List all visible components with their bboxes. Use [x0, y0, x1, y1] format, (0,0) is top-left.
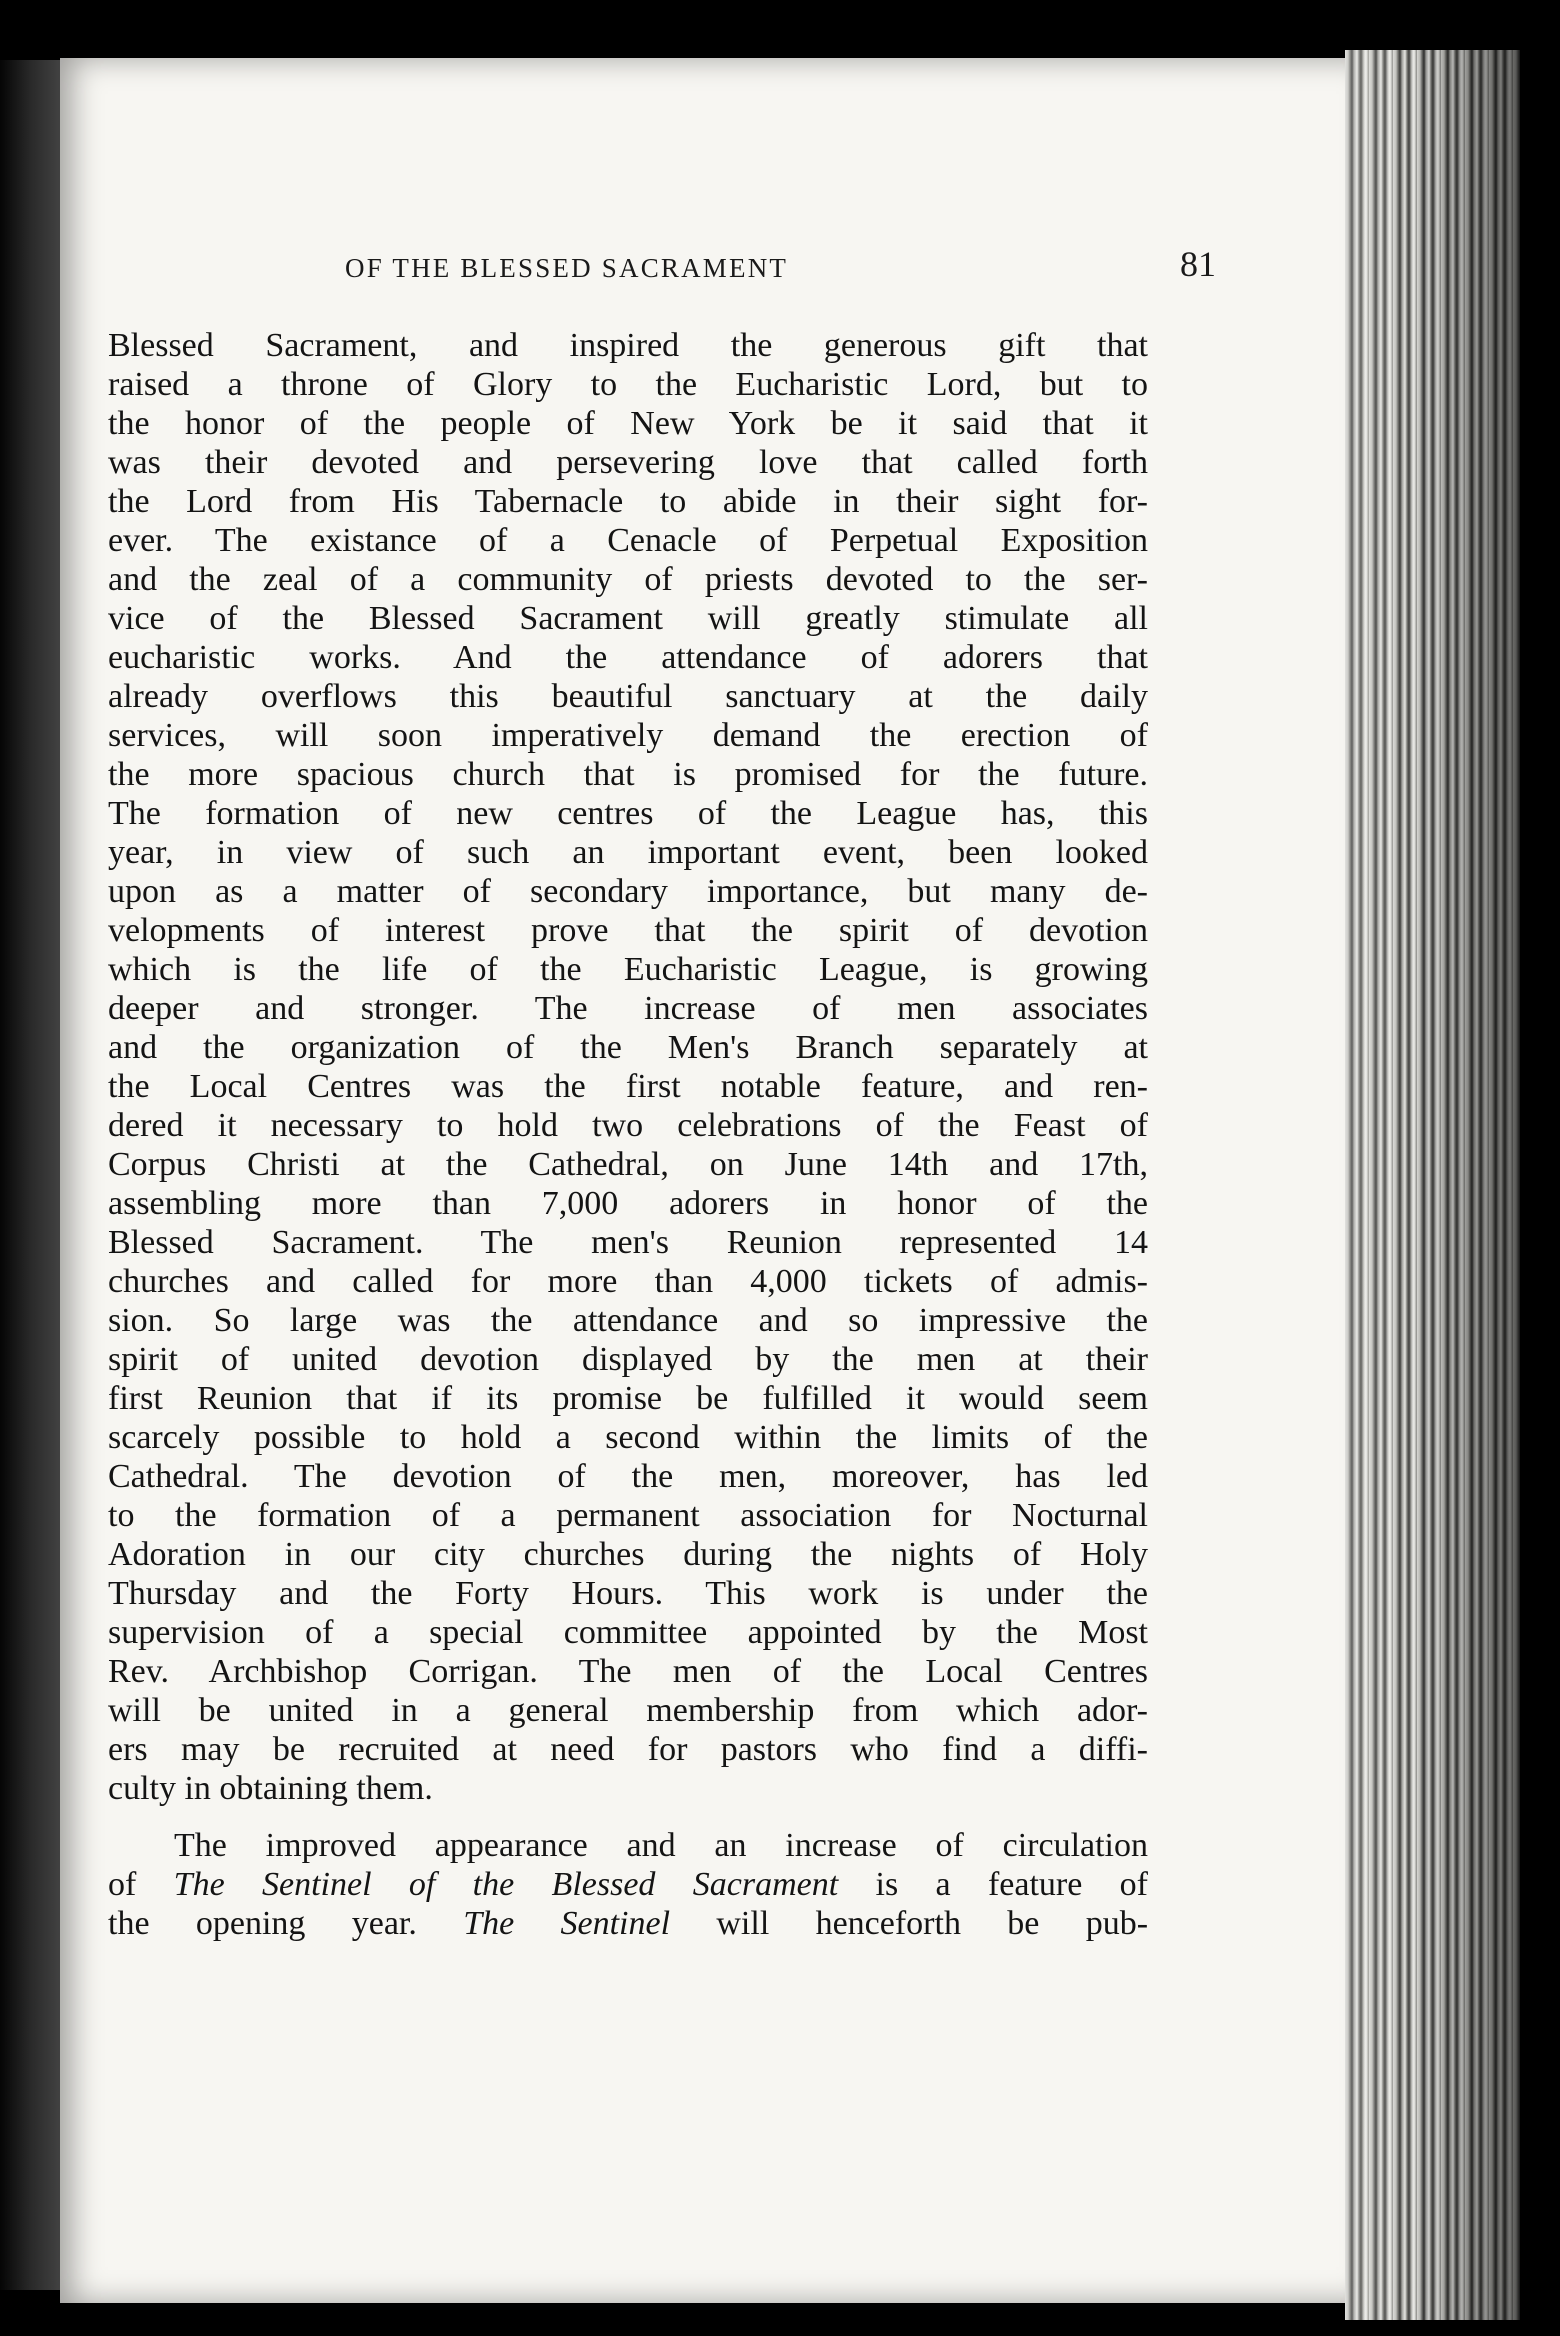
- text-line: was their devoted and persevering love that called forth: [108, 444, 1148, 481]
- text-line: the more spacious church that is promised for the future.: [108, 756, 1148, 793]
- text-line: vice of the Blessed Sacrament will greatly stimulate all: [108, 600, 1148, 637]
- text-line: will be united in a general membership from which ador-: [108, 1692, 1148, 1729]
- text-run: of: [108, 1866, 137, 1903]
- page-edges-shadow: [1345, 50, 1520, 2320]
- text-line: spirit of united devotion displayed by the men at their: [108, 1341, 1148, 1378]
- text-line: scarcely possible to hold a second within the limits of the: [108, 1419, 1148, 1456]
- italic-title: The Sentinel of the Blessed Sacrament: [173, 1866, 839, 1903]
- text-line: [108, 1865, 1148, 1904]
- text-line: which is the life of the Eucharistic League, is growing: [108, 951, 1148, 988]
- paragraph-2: [108, 1826, 1148, 1943]
- text-line: first Reunion that if its promise be fulfilled it would seem: [108, 1380, 1148, 1417]
- text-line: the Local Centres was the first notable feature, and ren-: [108, 1068, 1148, 1105]
- text-line: Rev. Archbishop Corrigan. The men of the Local Centres: [108, 1653, 1148, 1690]
- body-text: [108, 326, 1148, 1943]
- text-line: churches and called for more than 4,000 tickets of admis-: [108, 1263, 1148, 1300]
- text-line: supervision of a special committee appointed by the Most: [108, 1614, 1148, 1651]
- text-line: velopments of interest prove that the spirit of devotion: [108, 912, 1148, 949]
- text-line: services, will soon imperatively demand the erection of: [108, 717, 1148, 754]
- text-line: Blessed Sacrament. The men's Reunion represented 14: [108, 1224, 1148, 1261]
- text-line: eucharistic works. And the attendance of adorers that: [108, 639, 1148, 676]
- text-line: the Lord from His Tabernacle to abide in their sight for-: [108, 483, 1148, 520]
- text-line: already overflows this beautiful sanctuary at the daily: [108, 678, 1148, 715]
- text-line: deeper and stronger. The increase of men associates: [108, 990, 1148, 1027]
- page-number: 81: [1180, 244, 1216, 284]
- text-line: ers may be recruited at need for pastors who find a diffi-: [108, 1731, 1148, 1768]
- text-line: The improved appearance and an increase of circulation: [174, 1827, 1148, 1864]
- text-line: Cathedral. The devotion of the men, moreover, has led: [108, 1458, 1148, 1495]
- background-right: [1520, 0, 1560, 2336]
- text-line: [108, 1904, 1148, 1943]
- text-line: ever. The existance of a Cenacle of Perpetual Exposition: [108, 522, 1148, 559]
- text-line: Blessed Sacrament, and inspired the generous gift that: [108, 327, 1148, 364]
- text-line: culty in obtaining them.: [108, 1770, 433, 1807]
- running-head: OF THE BLESSED SACRAMENT: [345, 253, 789, 283]
- text-line: Corpus Christi at the Cathedral, on June 14th and 17th,: [108, 1146, 1148, 1183]
- text-line: year, in view of such an important event, been looked: [108, 834, 1148, 871]
- text-line: to the formation of a permanent association for Nocturnal: [108, 1497, 1148, 1534]
- text-line: Adoration in our city churches during the nights of Holy: [108, 1536, 1148, 1573]
- text-line: upon as a matter of secondary importance, but many de-: [108, 873, 1148, 910]
- text-line: and the organization of the Men's Branch separately at: [108, 1029, 1148, 1066]
- text-line: raised a throne of Glory to the Eucharistic Lord, but to: [108, 366, 1148, 403]
- paragraph-1: [108, 326, 1148, 1808]
- text-line: The formation of new centres of the League has, this: [108, 795, 1148, 832]
- text-line: Thursday and the Forty Hours. This work is under the: [108, 1575, 1148, 1612]
- text-line: the honor of the people of New York be it said that it: [108, 405, 1148, 442]
- text-line: and the zeal of a community of priests devoted to the ser-: [108, 561, 1148, 598]
- text-run: will henceforth be pub-: [716, 1905, 1149, 1942]
- italic-title: The Sentinel: [463, 1905, 671, 1942]
- text-line: sion. So large was the attendance and so impressive the: [108, 1302, 1148, 1339]
- text-run: is a feature of: [875, 1866, 1148, 1903]
- text-line: dered it necessary to hold two celebrations of the Feast of: [108, 1107, 1148, 1144]
- text-run: the opening year.: [108, 1905, 417, 1942]
- text-line: assembling more than 7,000 adorers in honor of the: [108, 1185, 1148, 1222]
